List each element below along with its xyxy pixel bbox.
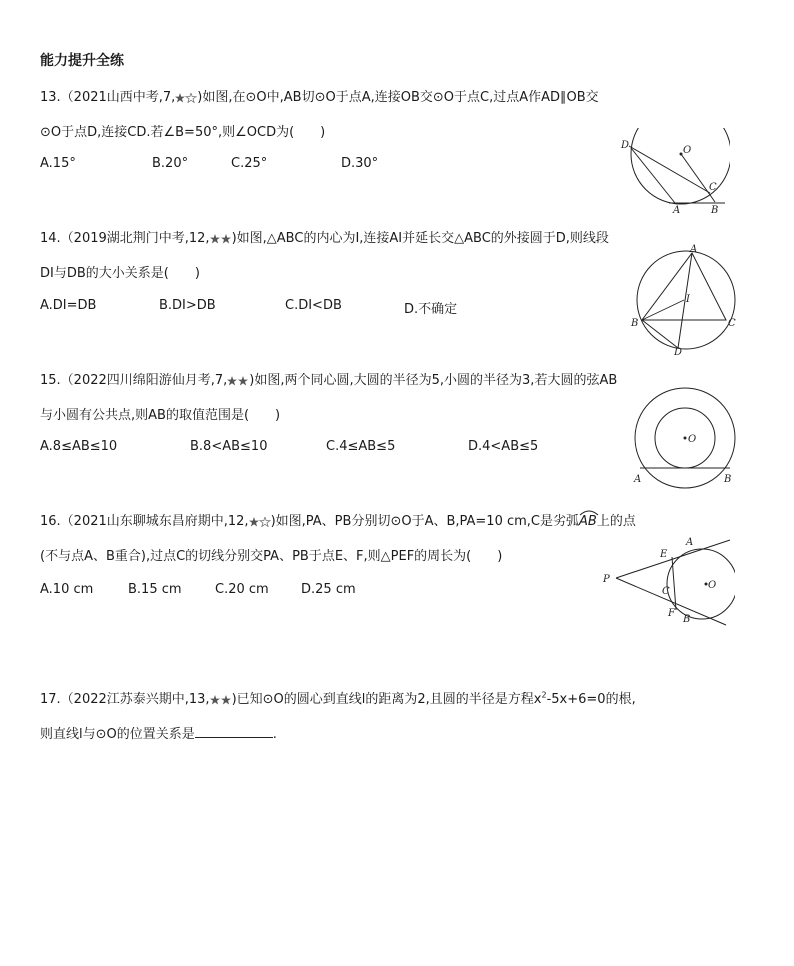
- q16-label-c: C: [662, 586, 670, 597]
- q15-option-c: C.4≤AB≤5: [326, 439, 396, 454]
- q15-label-o: O: [688, 434, 697, 445]
- difficulty-stars-icon: [210, 234, 232, 244]
- q13-option-d: D.30°: [341, 156, 379, 171]
- q16-label-p: P: [603, 574, 610, 585]
- q15-label-b: B: [724, 474, 732, 485]
- q16-label-a: A: [686, 537, 694, 548]
- q13-label-a: A: [673, 205, 681, 214]
- q13-stem-2: ⊙O于点D,连接CD.若∠B=50°,则∠OCD为( ): [40, 125, 326, 140]
- q13-label-o: O: [683, 145, 692, 156]
- q14-label-b: B: [631, 318, 639, 329]
- q16-label-o: O: [708, 580, 717, 591]
- q14-label-d: D: [674, 347, 683, 356]
- q17-equation-x: x: [533, 692, 542, 707]
- q13-line1: [40, 86, 599, 105]
- q14-label-c: C: [728, 318, 736, 329]
- q16-line1: [40, 510, 636, 529]
- q13-label-b: B: [711, 205, 719, 214]
- q13-stem-1: )如图,在⊙O中,AB切⊙O于点A,连接OB交⊙O于点C,过点A作AD∥OB交: [197, 90, 599, 105]
- q17-line1: [40, 688, 636, 707]
- q14-figure: [628, 244, 740, 356]
- q16-label-f: F: [668, 608, 675, 619]
- q16-source: 16.（2021山东聊城东昌府期中,12,: [40, 514, 249, 529]
- q17-equation-rest: -5x+6=0的根,: [546, 692, 636, 707]
- q16-option-b: B.15 cm: [128, 582, 182, 597]
- section-title: 能力提升全练: [40, 53, 124, 69]
- q13-option-a: A.15°: [40, 156, 76, 171]
- q13-label-d: D: [621, 140, 630, 151]
- q16-option-a: A.10 cm: [40, 582, 94, 597]
- q16-figure: [600, 532, 735, 632]
- q14-stem-1: )如图,△ABC的内心为I,连接AI并延长交△ABC的外接圆于D,则线段: [231, 231, 609, 246]
- q14-label-a: A: [690, 244, 698, 255]
- q13-source: 13.（2021山西中考,7,: [40, 90, 176, 105]
- q13-figure: [615, 128, 730, 214]
- q16-label-e: E: [660, 549, 668, 560]
- q15-label-a: A: [634, 474, 642, 485]
- q17-answer-blank[interactable]: [195, 725, 273, 738]
- q16-stem-2: (不与点A、B重合),过点C的切线分别交PA、PB于点E、F,则△PEF的周长为( ): [40, 549, 503, 564]
- q14-option-a: A.DI=DB: [40, 298, 97, 313]
- q14-line1: [40, 227, 609, 246]
- q15-stem-2: 与小圆有公共点,则AB的取值范围是( ): [40, 408, 281, 423]
- q17-stem-2: 则直线l与⊙O的位置关系是: [40, 727, 195, 742]
- minor-arc-ab: [579, 514, 597, 529]
- q15-source: 15.（2022四川绵阳游仙月考,7,: [40, 373, 228, 388]
- q15-option-d: D.4<AB≤5: [468, 439, 539, 454]
- q16-label-b: B: [683, 614, 691, 625]
- q16-option-d: D.25 cm: [301, 582, 356, 597]
- q14-option-b: B.DI>DB: [159, 298, 216, 313]
- q13-label-c: C: [709, 182, 717, 193]
- q16-stem-1: )如图,PA、PB分别切⊙O于A、B,PA=10 cm,C是劣弧: [270, 514, 579, 529]
- difficulty-stars-icon: [227, 376, 249, 386]
- q13-option-b: B.20°: [152, 156, 189, 171]
- q14-option-d: D.不确定: [404, 302, 458, 317]
- difficulty-stars-icon: [249, 517, 271, 527]
- q14-source: 14.（2019湖北荆门中考,12,: [40, 231, 210, 246]
- q17-equation-exponent: 2: [541, 690, 547, 700]
- q14-option-c: C.DI<DB: [285, 298, 342, 313]
- q16-stem-1b: 上的点: [596, 514, 636, 529]
- q14-label-i: I: [686, 294, 690, 305]
- difficulty-stars-icon: [210, 695, 232, 705]
- q17-period: .: [272, 727, 277, 742]
- q15-figure: [628, 386, 740, 490]
- q17-line2: [40, 723, 277, 742]
- q17-source: 17.（2022江苏泰兴期中,13,: [40, 692, 210, 707]
- q14-stem-2: DI与DB的大小关系是( ): [40, 266, 200, 281]
- q15-line1: [40, 369, 617, 388]
- q15-option-b: B.8<AB≤10: [190, 439, 268, 454]
- q15-stem-1: )如图,两个同心圆,大圆的半径为5,小圆的半径为3,若大圆的弦AB: [249, 373, 618, 388]
- q17-stem-1: )已知⊙O的圆心到直线l的距离为2,且圆的半径是方程: [231, 692, 534, 707]
- arc-label: AB: [579, 514, 597, 529]
- q15-option-a: A.8≤AB≤10: [40, 439, 118, 454]
- q13-option-c: C.25°: [231, 156, 268, 171]
- q16-option-c: C.20 cm: [215, 582, 269, 597]
- difficulty-stars-icon: [175, 93, 197, 103]
